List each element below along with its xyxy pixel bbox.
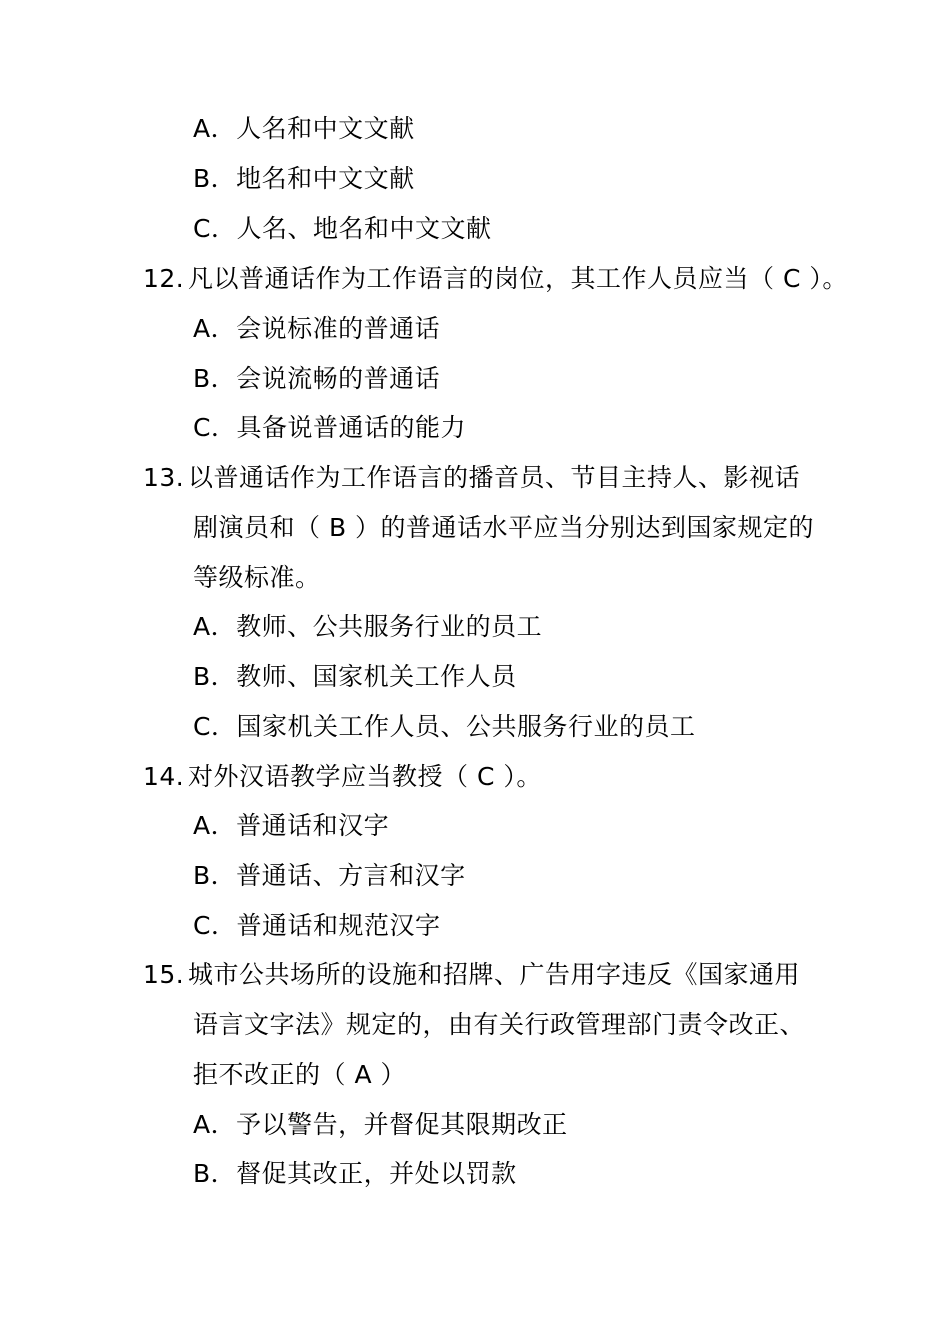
q14-text-line-1: 对外汉语教学应当教授（ C ）。 [188, 762, 542, 791]
q12-text-line-1: 凡以普通话作为工作语言的岗位，其工作人员应当（ C ）。 [188, 264, 848, 293]
q13-text-line-3: 等级标准。 [193, 563, 321, 592]
q13-text-line-1: 以普通话作为工作语言的播音员、节目主持人、影视话 [188, 463, 801, 492]
q15-option-b: B．督促其改正，并处以罚款 [193, 1159, 517, 1188]
q14-number: 14. [143, 762, 185, 791]
q14-option-c: C．普通话和规范汉字 [193, 911, 441, 940]
q14-option-b: B．普通话、方言和汉字 [193, 861, 466, 890]
q11-option-c: C．人名、地名和中文文献 [193, 214, 492, 243]
q12-option-a: A．会说标准的普通话 [193, 314, 441, 343]
q15-text-line-2: 语言文字法》规定的，由有关行政管理部门责令改正、 [193, 1010, 806, 1039]
q15-text-line-3: 拒不改正的（ A ） [193, 1060, 406, 1089]
q12-option-b: B．会说流畅的普通话 [193, 364, 441, 393]
q13-number: 13. [143, 463, 185, 492]
q15-number: 15. [143, 960, 185, 989]
q14-option-a: A．普通话和汉字 [193, 811, 390, 840]
q15-text-line-1: 城市公共场所的设施和招牌、广告用字违反《国家通用 [188, 960, 801, 989]
q13-option-c: C．国家机关工作人员、公共服务行业的员工 [193, 712, 696, 741]
q13-text-line-2: 剧演员和（ B ）的普通话水平应当分别达到国家规定的 [193, 513, 815, 542]
q11-option-b: B．地名和中文文献 [193, 164, 415, 193]
q15-option-a: A．予以警告，并督促其限期改正 [193, 1110, 568, 1139]
q11-option-a: A．人名和中文文献 [193, 114, 415, 143]
q12-option-c: C．具备说普通话的能力 [193, 413, 466, 442]
q13-option-a: A．教师、公共服务行业的员工 [193, 612, 543, 641]
q13-option-b: B．教师、国家机关工作人员 [193, 662, 517, 691]
q12-number: 12. [143, 264, 185, 293]
